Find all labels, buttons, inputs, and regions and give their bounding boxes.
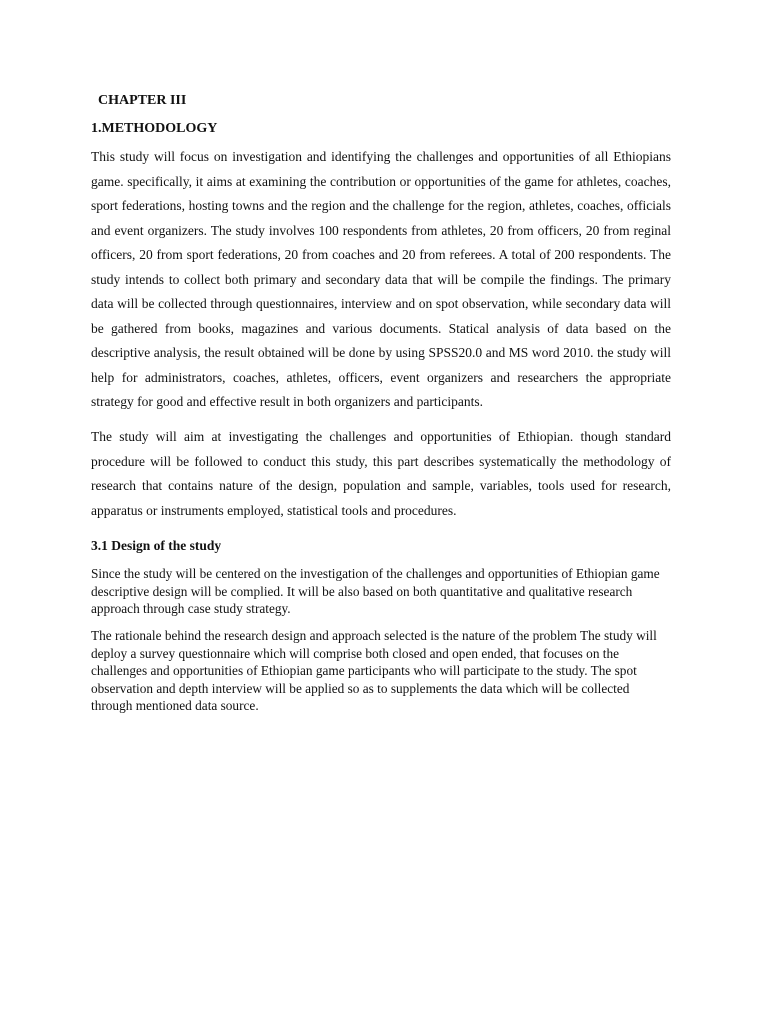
- design-heading: 3.1 Design of the study: [91, 538, 222, 553]
- methodology-paragraph-1: This study will focus on investigation and identifying the challenges and opportunities of all Ethiopians game. specifically, it aims at examining the contribution or opportunities of the game for athletes, coaches, sport federations, hosting towns and the region and the challenge for the region, athletes, coaches, officials and event organizers. The study involves 100 respondents from athletes, 20 from officers, 20 from reginal officers, 20 from sport federations, 20 from coaches and 20 from referees. A total of 200 respondents. The study intends to collect both primary and secondary data that will be compile the findings. The primary data will be collected through questionnaires, interview and on spot observation, while secondary data will be gathered from books, magazines and various documents. Statical analysis of data based on the descriptive analysis, the result obtained will be done by using SPSS20.0 and MS word 2010. the study will help for administrators, coaches, athletes, officers, event organizers and researchers the appropriate strategy for good and effective result in both organizers and participants.: [91, 149, 671, 409]
- design-paragraph-2: The rationale behind the research design and approach selected is the nature of the problem The study will deploy a survey questionnaire which will comprise both closed and open ended, that focuses on the challenges and opportunities of Ethiopian game participants who will participate to the study. The spot observation and depth interview will be applied so as to supplements the data which will be collected through mentioned data source.: [91, 628, 657, 714]
- chapter-label: CHAPTER III: [98, 93, 187, 108]
- methodology-heading: 1.METHODOLOGY: [91, 121, 218, 136]
- methodology-paragraph-2: The study will aim at investigating the challenges and opportunities of Ethiopian. though standard procedure will be followed to conduct this study, this part describes systematically the methodology of research that contains nature of the design, population and sample, variables, tools used for research, apparatus or instruments employed, statistical tools and procedures.: [91, 429, 671, 518]
- design-paragraph-1: Since the study will be centered on the investigation of the challenges and opportunities of Ethiopian game descriptive design will be complied. It will be also based on both quantitative and qualitative research approach through case study strategy.: [91, 566, 660, 617]
